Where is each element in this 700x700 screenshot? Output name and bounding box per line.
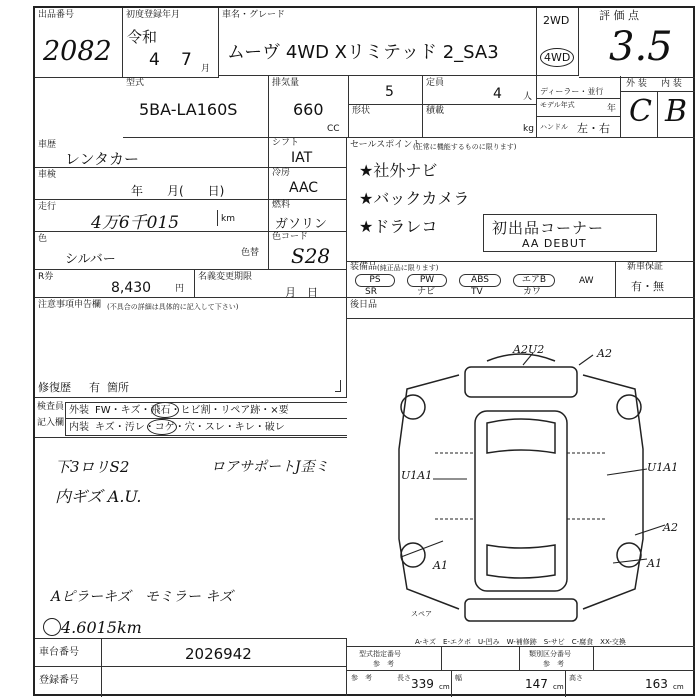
length: 339	[411, 677, 434, 691]
selling-sub: (正常に機能するものに限ります)	[413, 143, 517, 151]
eq-ps: PS	[355, 274, 395, 287]
wheel-rl	[401, 543, 425, 567]
left-side-outline	[399, 375, 459, 609]
score: 3.5	[609, 24, 673, 70]
mark-u1a1-right: U1A1	[647, 461, 679, 474]
transfer-label: 名義変更期限	[198, 272, 253, 282]
ac-label: 冷房	[272, 168, 291, 178]
length-unit: cm	[439, 683, 450, 691]
new-warranty: 有・無	[631, 280, 664, 293]
person-unit: 人	[523, 92, 533, 102]
car-name-label: 車名・グレード	[222, 10, 286, 20]
capacity-label: 定員	[426, 78, 445, 88]
doors-shape-cell	[349, 76, 423, 138]
score-label: 評 価 点	[599, 9, 639, 22]
dealer-cell	[537, 76, 621, 138]
width-unit: cm	[553, 683, 564, 691]
width: 147	[525, 677, 548, 691]
drive-4wd-circled: 4WD	[540, 48, 574, 67]
eq-abs: ABS	[459, 274, 501, 287]
right-side-outline	[583, 375, 643, 609]
debut-stamp-en: AA DEBUT	[522, 237, 587, 250]
notice-sub: (不具合の詳細は具体的に記入して下さい)	[107, 303, 239, 311]
first-reg-label: 初度登録年月	[126, 10, 181, 20]
note-1: 下3ロリS2	[55, 458, 130, 476]
inspector-row-exterior: FW・キズ・飛石・ヒビ割・リペア跡・×要	[95, 405, 289, 416]
selling-label: セールスポイント	[350, 140, 422, 150]
damage-legend: A-キズ E-エクボ U-凹み W-補修跡 S-サビ C-腐食 XX-交換	[415, 638, 626, 646]
eq-navi: ナビ	[417, 287, 436, 297]
inspection: 年 月( 日)	[131, 184, 225, 198]
eq-sr: SR	[365, 287, 377, 297]
displacement-cell	[269, 76, 349, 138]
selling-point-1: ★社外ナビ	[359, 161, 438, 180]
repair-label: 修復歴	[38, 381, 71, 394]
notice-section	[35, 298, 347, 398]
note-3: 内ギズ A.U.	[55, 487, 142, 506]
inspector-ext-prefix: 外装	[69, 405, 89, 416]
exterior-label: 外 装	[626, 79, 647, 89]
circle-stain	[147, 419, 177, 435]
ac: AAC	[289, 180, 319, 196]
r-ticket-row	[35, 270, 195, 298]
car-name-cell	[219, 8, 537, 76]
interior-grade: B	[665, 94, 688, 129]
mark-a1-right: A1	[647, 557, 662, 570]
kg-unit: kg	[523, 124, 534, 134]
year-unit: 年	[607, 104, 617, 114]
rear-window-outline	[487, 545, 555, 578]
post-items-row	[347, 298, 695, 318]
damage-diagram	[347, 318, 695, 646]
lot-number: 2082	[43, 36, 112, 67]
equipment-label: 装備品	[350, 262, 378, 272]
mark-u1a1-left: U1A1	[401, 469, 433, 482]
width-label: 幅	[455, 674, 462, 682]
drive-2wd: 2WD	[543, 14, 570, 27]
chassis-row	[35, 638, 347, 666]
eq-aw: AW	[579, 276, 594, 286]
color-code-cell	[269, 232, 347, 270]
inspector-label-1: 検査員	[37, 402, 65, 412]
eq-leather: カワ	[523, 287, 542, 297]
drive-cell	[537, 8, 579, 76]
history: レンタカー	[65, 150, 140, 168]
height: 163	[645, 677, 668, 691]
notice-label: 注意事項申告欄	[38, 300, 102, 310]
shift-label: シフト	[272, 138, 300, 148]
model-label: 型式	[126, 78, 145, 88]
km-unit: km	[221, 214, 235, 224]
r-ticket: 8,430	[111, 280, 152, 296]
reg-year: 4	[149, 50, 160, 70]
circle-chip	[151, 402, 179, 418]
hood-outline	[465, 367, 577, 397]
color: シルバー	[65, 252, 116, 267]
shift-cell	[269, 138, 347, 168]
car-name: ムーヴ 4WD Xリミテッド 2_SA3	[227, 42, 499, 63]
registration-label: 登録番号	[39, 675, 79, 686]
history-label: 車歴	[38, 140, 57, 150]
inspection-row	[35, 168, 269, 200]
displacement: 660	[293, 100, 324, 119]
month-unit: 月	[201, 64, 211, 74]
r-ticket-label: R券	[38, 272, 54, 282]
dimensions-row	[347, 670, 695, 696]
displacement-label: 排気量	[272, 78, 300, 88]
eq-tv: TV	[471, 287, 483, 297]
history-row	[35, 138, 269, 168]
cc-unit: CC	[327, 124, 340, 134]
wheel-rr	[617, 543, 641, 567]
capacity-cell	[423, 76, 537, 138]
exterior-grade: C	[629, 94, 652, 129]
repair: 有	[89, 381, 100, 394]
height-label: 高さ	[569, 674, 583, 682]
eq-airbag: エアB	[513, 274, 555, 287]
color-swap-label: 色替	[241, 248, 260, 258]
rear-bumper-outline	[465, 599, 577, 621]
era: 令和	[127, 28, 158, 46]
inspection-label: 車検	[38, 170, 57, 180]
model-cell	[123, 76, 269, 138]
shape-label: 形状	[352, 106, 371, 116]
capacity: 4	[493, 86, 502, 102]
registration-row	[35, 666, 347, 696]
new-warranty-label: 新車保証	[627, 262, 664, 272]
fuel-label: 燃料	[272, 200, 291, 210]
doors: 5	[385, 84, 394, 100]
windshield-outline	[487, 419, 555, 453]
equipment-sub: (純正品に限ります)	[377, 264, 439, 272]
color-code-label: 色コード	[272, 232, 309, 242]
eq-pw: PW	[407, 274, 447, 287]
repair-location: 箇所	[107, 381, 129, 394]
first-registration-cell	[123, 8, 219, 78]
color-row	[35, 232, 269, 270]
cert-row	[347, 646, 695, 670]
inspector-row-interior: キズ・汚レ・コゲ・穴・スレ・キレ・破レ	[95, 422, 285, 433]
color-label: 色	[38, 234, 48, 244]
type-cert-ref: 参 考	[373, 660, 394, 668]
debut-stamp	[483, 214, 657, 252]
handle: 左・右	[577, 122, 610, 135]
auction-sheet	[33, 6, 695, 696]
selling-points	[347, 138, 695, 262]
shift: IAT	[291, 150, 313, 166]
equipment-row	[347, 262, 695, 298]
dims-ref: 参 考	[351, 674, 372, 682]
ac-cell	[269, 168, 347, 200]
mark-a2-right: A2	[663, 521, 678, 534]
note-4: Aピラーキズ モミラー キズ	[51, 589, 233, 605]
circled-mileage-mark	[43, 618, 61, 636]
post-items-label: 後日品	[350, 300, 378, 310]
transfer-deadline: 月 日	[285, 286, 318, 299]
reg-month: 7	[181, 50, 192, 70]
score-cell	[579, 8, 695, 78]
ext-int-cell	[621, 76, 695, 138]
model-year-label: モデル年式	[540, 101, 575, 109]
car-diagram-svg	[347, 319, 695, 647]
mileage: 4万6千015	[91, 213, 180, 233]
length-label: 長さ	[397, 674, 411, 682]
dealer-label: ディーラー・並行	[540, 87, 604, 96]
inspector-label-2: 記入欄	[37, 418, 65, 428]
fuel: ガソリン	[275, 217, 328, 232]
mileage-row	[35, 200, 269, 232]
cabin-outline	[475, 411, 567, 591]
mark-a2u2: A2U2	[513, 343, 545, 356]
interior-label: 内 装	[661, 79, 682, 89]
note-5: 4.6015km	[61, 618, 142, 637]
yen-unit: 円	[175, 284, 185, 294]
color-code: S28	[291, 244, 331, 268]
mark-a1-left: A1	[433, 559, 448, 572]
selling-point-2: ★バックカメラ	[359, 189, 470, 208]
class-label: 類別区分番号	[529, 650, 571, 658]
inspector-int-prefix: 内装	[69, 422, 89, 433]
inspector-section	[35, 398, 347, 438]
load-label: 積載	[426, 106, 445, 116]
class-ref: 参 考	[543, 660, 564, 668]
chassis-label: 車台番号	[39, 647, 79, 658]
debut-stamp-jp: 初出品コーナー	[492, 219, 605, 237]
spare-label: スペア	[411, 610, 432, 618]
model: 5BA-LA160S	[139, 100, 238, 119]
type-cert-label: 型式指定番号	[359, 650, 401, 658]
height-unit: cm	[673, 683, 684, 691]
selling-point-3: ★ドラレコ	[359, 217, 438, 236]
transfer-row	[195, 270, 347, 298]
handle-label: ハンドル	[540, 123, 568, 131]
lot-number-cell	[35, 8, 123, 78]
notes-area	[35, 438, 347, 646]
mark-a2-top: A2	[597, 347, 612, 360]
chassis-number: 2026942	[185, 645, 252, 663]
mileage-label: 走行	[38, 202, 57, 212]
note-2: ロアサポートJ歪ミ	[211, 459, 329, 475]
fuel-cell	[269, 200, 347, 232]
lot-number-label: 出品番号	[38, 10, 75, 20]
